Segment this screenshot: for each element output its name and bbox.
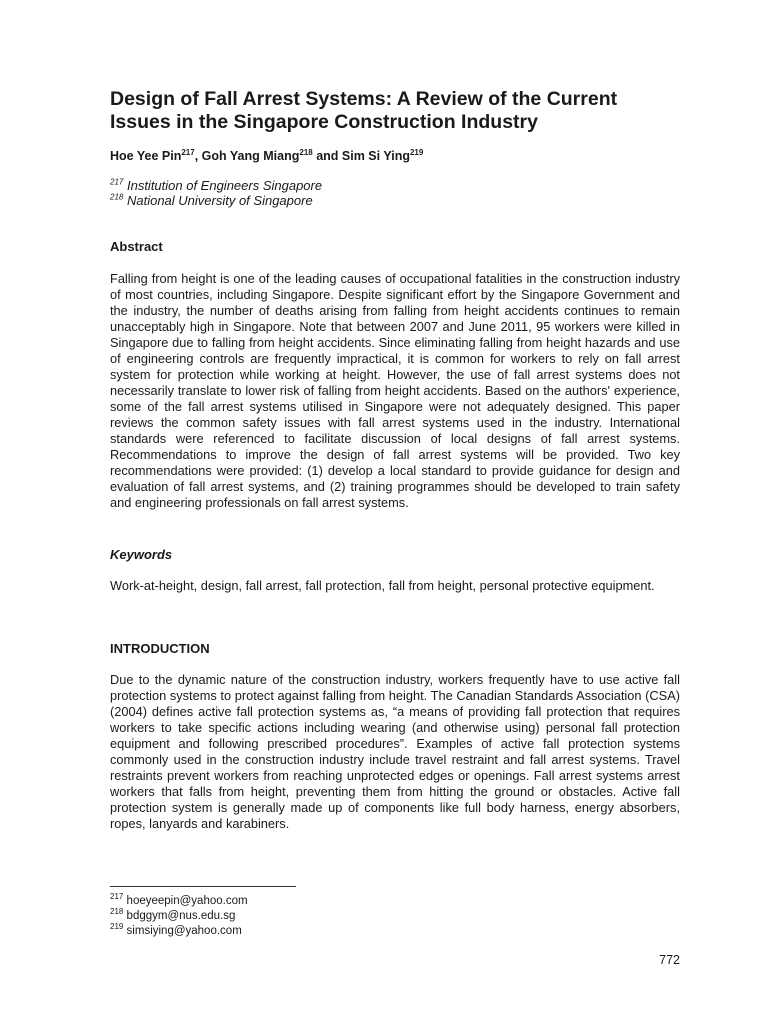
- footnote-mark: 218: [110, 907, 124, 917]
- footnote: [110, 894, 248, 908]
- abstract-text: Falling from height is one of the leading causes of occupational fatalities in the construction industry of most countries, including Singapore. Despite significant effort by the Singapore Government and the industry, the number of deaths arising from falling from height accidents continues to remain unacceptably high in Singapore. Note that between 2007 and June 2011, 95 workers were killed in Singapore due to falling from height accidents. Since eliminating falling from height hazards and use of engineering controls are frequently impractical, it is common for workers to rely on fall arrest system for protection while working at height. However, the use of fall arrest systems does not necessarily translate to lower risk of falling from height accidents. Based on the authors' experience, some of the fall arrest systems utilised in Singapore were not adequately designed. This paper reviews the common safety issues with fall arrest systems used in the industry. International standards were referenced to facilitate discussion of local designs of fall arrest systems. Recommendations to improve the design of fall arrest systems will be provided. Two key recommendations were provided: (1) develop a local standard to provide guidance for design and evaluation of fall arrest systems, and (2) training programmes should be developed to train safety and engineering professionals on fall arrest systems.: [110, 271, 680, 510]
- footnote: [110, 909, 235, 923]
- affiliation-mark: 217: [110, 177, 124, 187]
- abstract-heading: Abstract: [110, 239, 163, 254]
- author-footnote-mark: 219: [409, 147, 424, 157]
- affiliation-mark: 218: [110, 192, 124, 202]
- author-footnote-mark: 217: [181, 147, 195, 157]
- introduction-text: Due to the dynamic nature of the construction industry, workers frequently have to use active fall protection systems to protect against falling from height. The Canadian Standards Association (CSA) (2004) defines active fall protection systems as, “a means of providing fall protection that requires workers to take specific actions including wearing (and otherwise using) personal fall protection equipment and following prescribed procedures”. Examples of active fall protection systems commonly used in the construction industry include travel restraint and fall arrest systems. Travel restraints prevent workers from reaching unprotected edges or openings. Fall arrest systems arrest workers that falls from height, preventing them from hitting the ground or obstacles. Active fall protection system is generally made up of components like full body harness, energy absorbers, ropes, lanyards and karabiners.: [110, 672, 680, 831]
- keywords-heading: Keywords: [110, 547, 173, 562]
- footnote-mark: 217: [110, 892, 124, 902]
- affiliation: [110, 193, 313, 209]
- author-name: Hoe Yee Pin: [110, 149, 182, 163]
- affiliation-text: Institution of Engineers Singapore: [123, 178, 323, 193]
- footnote-email: simsiying@yahoo.com: [123, 925, 242, 937]
- footnote-mark: 219: [110, 922, 124, 932]
- author-separator: and: [312, 149, 342, 163]
- footnote: [110, 924, 242, 938]
- author-name: Sim Si Ying: [341, 149, 410, 163]
- footnote-email: hoeyeepin@yahoo.com: [123, 895, 248, 907]
- footnote-divider: [110, 886, 296, 887]
- author-footnote-mark: 218: [299, 147, 313, 157]
- author-list: [110, 148, 423, 164]
- keywords-text: Work-at-height, design, fall arrest, fall protection, fall from height, personal protective equipment.: [110, 578, 655, 593]
- affiliation-text: National University of Singapore: [123, 193, 313, 208]
- footnote-email: bdggym@nus.edu.sg: [123, 910, 236, 922]
- affiliation: [110, 178, 322, 194]
- author-name: Goh Yang Miang: [201, 149, 300, 163]
- introduction-heading: INTRODUCTION: [110, 641, 210, 656]
- author-separator: ,: [194, 149, 202, 163]
- page-number: 772: [659, 953, 680, 967]
- paper-title: Design of Fall Arrest Systems: A Review of the Current Issues in the Singapore Construction Industry: [110, 88, 618, 133]
